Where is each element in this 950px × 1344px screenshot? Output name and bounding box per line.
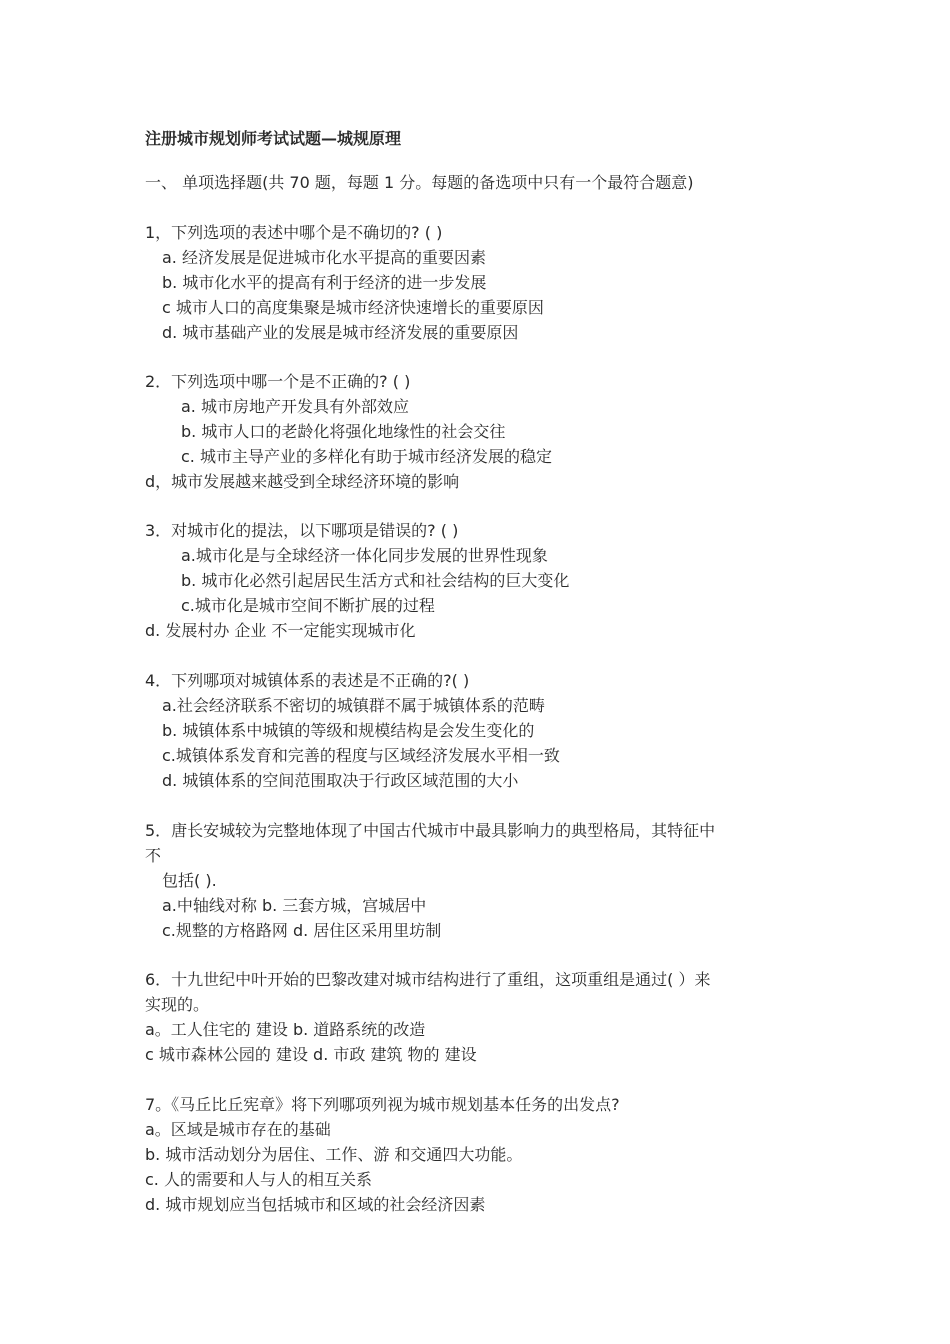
question-4-option-d: d. 城镇体系的空间范围取决于行政区域范围的大小 <box>162 771 519 790</box>
question-7-option-c: c. 人的需要和人与人的相互关系 <box>145 1170 372 1189</box>
question-2-option-b: b. 城市人口的老龄化将强化地缘性的社会交往 <box>181 422 506 441</box>
question-6-options-ab: a。工人住宅的 建设 b. 道路系统的改造 <box>145 1020 426 1039</box>
question-3-option-d: d. 发展村办 企业 不一定能实现城市化 <box>145 621 416 640</box>
question-4-option-b: b. 城镇体系中城镇的等级和规模结构是会发生变化的 <box>162 721 535 740</box>
question-2-option-a: a. 城市房地产开发具有外部效应 <box>181 397 409 416</box>
question-1-option-a: a. 经济发展是促进城市化水平提高的重要因素 <box>162 248 486 267</box>
question-1-option-b: b. 城市化水平的提高有利于经济的进一步发展 <box>162 273 487 292</box>
question-1-option-d: d. 城市基础产业的发展是城市经济发展的重要原因 <box>162 323 519 342</box>
section-heading: 一、 单项选择题(共 70 题，每题 1 分。每题的备选项中只有一个最符合题意) <box>145 173 694 192</box>
question-5-options-cd: c.规整的方格路网 d. 居住区采用里坊制 <box>162 921 442 940</box>
question-3-option-c: c.城市化是城市空间不断扩展的过程 <box>181 596 435 615</box>
question-3-option-a: a.城市化是与全球经济一体化同步发展的世界性现象 <box>181 546 548 565</box>
question-5-stem-wrap: 不 <box>145 846 162 865</box>
question-1-option-c: c 城市人口的高度集聚是城市经济快速增长的重要原因 <box>162 298 544 317</box>
question-5-stem-tail: 包括( ). <box>162 871 217 890</box>
question-2-option-c: c. 城市主导产业的多样化有助于城市经济发展的稳定 <box>181 447 552 466</box>
question-2-stem: 2．下列选项中哪一个是不正确的? ( ) <box>145 372 411 391</box>
question-3-stem: 3．对城市化的提法，以下哪项是错误的? ( ) <box>145 521 459 540</box>
question-7-option-d: d. 城市规划应当包括城市和区域的社会经济因素 <box>145 1195 486 1214</box>
question-2-option-d: d，城市发展越来越受到全球经济环境的影响 <box>145 472 460 491</box>
question-5-stem: 5．唐长安城较为完整地体现了中国古代城市中最具影响力的典型格局，其特征中 <box>145 821 716 840</box>
question-7-option-b: b. 城市活动划分为居住、工作、游 和交通四大功能。 <box>145 1145 523 1164</box>
document-title: 注册城市规划师考试试题—城规原理 <box>145 129 402 148</box>
question-6-options-cd: c 城市森林公园的 建设 d. 市政 建筑 物的 建设 <box>145 1045 477 1064</box>
question-7-stem: 7。《马丘比丘宪章》将下列哪项列视为城市规划基本任务的出发点? <box>145 1095 620 1114</box>
question-4-option-c: c.城镇体系发育和完善的程度与区域经济发展水平相一致 <box>162 746 560 765</box>
question-6-stem: 6．十九世纪中叶开始的巴黎改建对城市结构进行了重组，这项重组是通过( ）来 <box>145 970 711 989</box>
question-4-stem: 4．下列哪项对城镇体系的表述是不正确的?( ) <box>145 671 470 690</box>
question-1-stem: 1，下列选项的表述中哪个是不确切的? ( ) <box>145 223 443 242</box>
question-3-option-b: b. 城市化必然引起居民生活方式和社会结构的巨大变化 <box>181 571 570 590</box>
question-5-options-ab: a.中轴线对称 b. 三套方城，宫城居中 <box>162 896 427 915</box>
question-6-stem-wrap: 实现的。 <box>145 995 210 1014</box>
question-4-option-a: a.社会经济联系不密切的城镇群不属于城镇体系的范畴 <box>162 696 545 715</box>
question-7-option-a: a。区域是城市存在的基础 <box>145 1120 331 1139</box>
